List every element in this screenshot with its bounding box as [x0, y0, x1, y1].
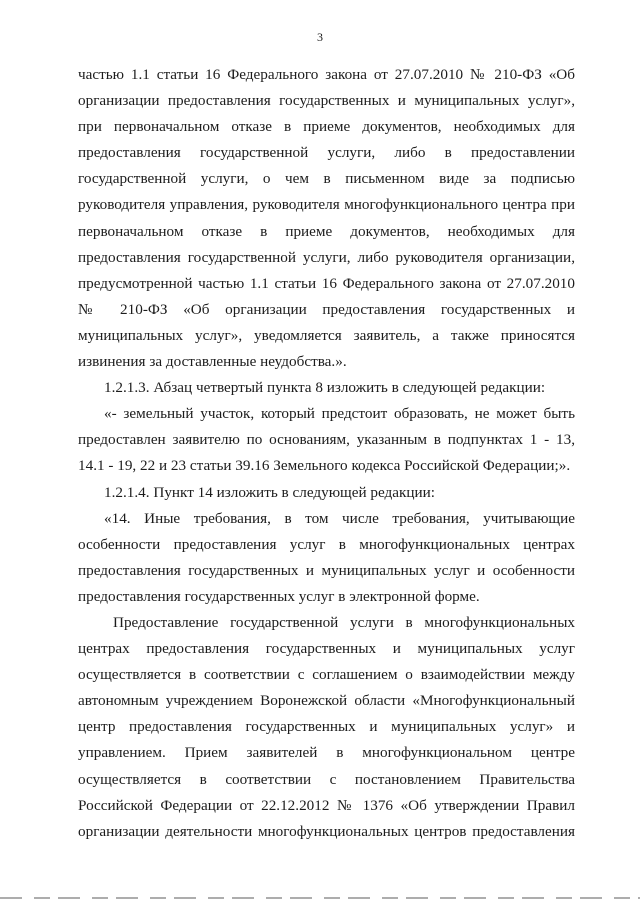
document-body [78, 62, 575, 845]
text-line: частью 1.1 статьи 16 Федерального закона от 27.07.2010 № 210-ФЗ «Об [78, 66, 575, 83]
text-line: осуществляется в соответствии с соглашением о взаимодействии между [78, 666, 575, 684]
text-line: центрах предоставления государственных и муниципальных услуг [78, 640, 575, 658]
text-line: предоставления государственных услуг в электронной форме. [78, 587, 480, 605]
text-line: муниципальных услуг», уведомляется заявитель, а также приносятся [78, 326, 575, 344]
text-line: центр предоставления государственных и муниципальных услуг» и [78, 718, 575, 736]
text-line: извинения за доставленные неудобства.». [78, 353, 347, 371]
text-line: организации предоставления государственных и муниципальных услуг», [78, 92, 575, 110]
text-line: первоначальном отказе в приеме документов, необходимых для [78, 222, 575, 240]
text-line: предоставления государственной услуги, либо руководителя организации, [78, 248, 575, 266]
text-line: организации деятельности многофункциональных центров предоставления [78, 822, 575, 840]
text-line: осуществляется в соответствии с постановлением Правительства [78, 770, 575, 788]
text-line: при первоначальном отказе в приеме документов, необходимых для [78, 118, 575, 136]
text-line: «14. Иные требования, в том числе требования, учитывающие [104, 509, 575, 527]
text-line: предусмотренной частью 1.1 статьи 16 Федерального закона от 27.07.2010 [78, 274, 575, 292]
text-line: предоставления государственной услуги, либо в предоставлении [78, 144, 575, 162]
text-line: руководителя управления, руководителя многофункционального центра при [78, 196, 575, 214]
text-line: особенности предоставления услуг в многофункциональных центрах [78, 535, 575, 553]
page-number: 3 [317, 30, 323, 44]
text-line: 1.2.1.3. Абзац четвертый пункта 8 изложить в следующей редакции: [104, 379, 546, 397]
text-line: Предоставление государственной услуги в многофункциональных [113, 613, 575, 631]
text-line: Российской Федерации от 22.12.2012 № 1376 «Об утверждении Правил [78, 796, 575, 814]
text-line: автономным учреждением Воронежской области «Многофункциональный [78, 692, 575, 710]
scan-edge-artifact [0, 897, 640, 899]
text-line: № 210-ФЗ «Об организации предоставления государственных и [78, 300, 575, 318]
text-line: предоставления государственных и муниципальных услуг и особенности [78, 561, 575, 579]
text-line: предоставлен заявителю по основаниям, указанным в подпунктах 1 - 13, [78, 431, 575, 449]
text-line: управлением. Прием заявителей в многофункциональном центре [78, 744, 575, 762]
text-line: 14.1 - 19, 22 и 23 статьи 39.16 Земельного кодекса Российской Федерации;». [78, 457, 571, 475]
text-line: «- земельный участок, который предстоит образовать, не может быть [104, 405, 575, 423]
text-line: государственной услуги, о чем в письменном виде за подписью [78, 170, 575, 188]
text-line: 1.2.1.4. Пункт 14 изложить в следующей редакции: [104, 483, 435, 501]
